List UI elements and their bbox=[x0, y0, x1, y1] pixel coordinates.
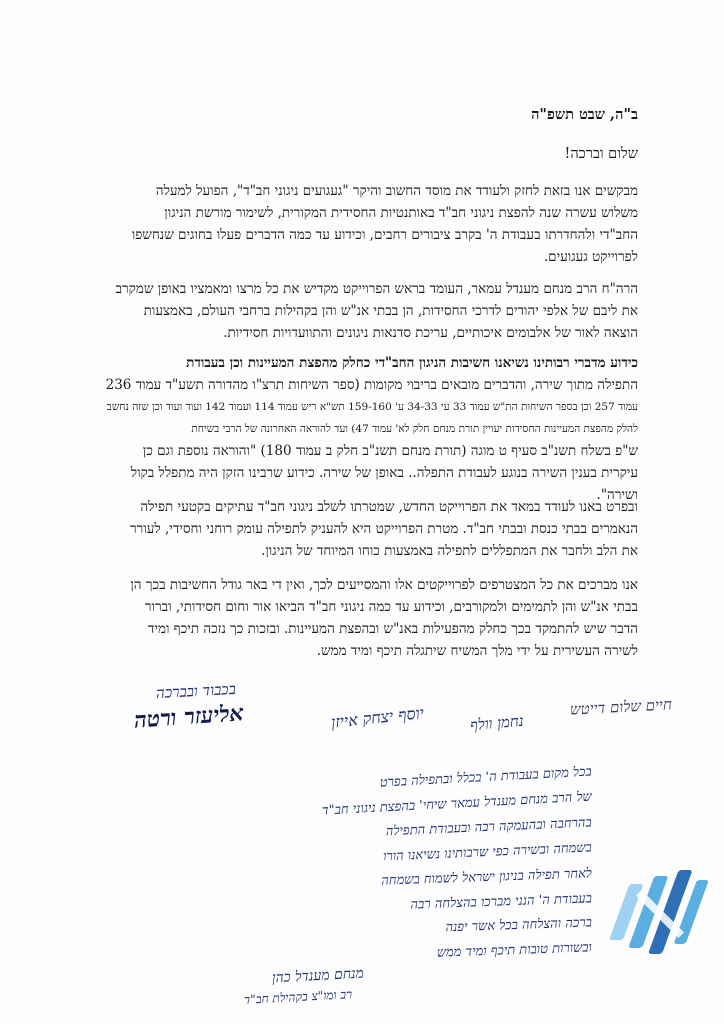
paragraph-line: התפילה מתוך שירה, והדברים מובאים בריבוי מקומות (ספר השיחות תרצ"ו מהדורה תשע"ד עמוד 236 bbox=[105, 377, 638, 393]
paragraph-intro bbox=[112, 180, 638, 268]
paragraph-line: מבקשים אנו בזאת לחזק ולעודד את מוסד החשוב והיקר "געגועים ניגוני חב"ד", הפועל למעלה bbox=[155, 183, 638, 199]
letter-greeting: שלום וברכה! bbox=[564, 146, 638, 162]
paragraph-line: את ליבם של אלפי יהודים לדרכי החסידות, הן בבתי אנ"ש והן בקהילות ברחבי העולם, באמצעות bbox=[143, 303, 638, 319]
paragraph-line: את הלב ולחבר את המתפללים לתפילה באמצעות כוחו המיוחד של הניגון. bbox=[261, 543, 638, 559]
signature-2: יוסף יצחק אייזן bbox=[330, 703, 425, 732]
paragraph-line: הנאמרים בבתי כנסת ובבתי חב"ד. מטרת הפרוייקט היא להעניק לתפילה עומק רוחני וחסידי, לעורר bbox=[130, 521, 638, 537]
handwritten-line: של הרב מנחם מענדל עמאר שיחי' בהפצת ניגוני חב"ד bbox=[321, 788, 593, 819]
paragraph-line: כידוע מדברי רבותינו נשיאנו חשיבות הניגון החב"די כחלק מהפצת המעיינות וכן בעבודת bbox=[186, 355, 638, 371]
letter-date-header: ב"ה, שבט תשפ"ה bbox=[531, 106, 638, 123]
handwritten-line: ברכה והצלחה בכל אשר יפנה bbox=[445, 915, 593, 936]
paragraph-project-head bbox=[112, 278, 638, 344]
signature-regards: בכבוד ובברכה bbox=[155, 679, 237, 703]
paragraph-line: עמוד 257 וכן בספר השיחות הת"ש עמוד 33 עי 34-33 ע' 159-160 תש"א ריש עמוד 114 ועמוד 142 ועוד ועוד וכן שזה נחשב bbox=[106, 401, 638, 413]
handwritten-line: ובשורות טובות תיכף ומיד ממש bbox=[436, 939, 593, 961]
paragraph-line: הדבר שיש להתמקד בכך כחלק מהפעילות באנ"ש ובהפצת המעיינות. ובזכות כך נזכה תיכף ומיד bbox=[147, 621, 638, 637]
handwritten-line: לאחר תפילה בניגון ישראל לשמוח בשמחה bbox=[381, 866, 593, 889]
note-signer: מנחם מענדל כהן bbox=[271, 965, 365, 987]
paragraph-line: ש"פ בשלח תשנ"ב סעיף ט מוגה (תורת מנחם תשנ"ב חלק ב עמוד 180) "והוראה נוספת וגם כן bbox=[142, 443, 638, 459]
handwritten-line: בשמחה ובשירה כפי שרבותינו נשיאנו הורו bbox=[382, 839, 593, 865]
gaaguim-logo-icon bbox=[612, 866, 708, 962]
paragraph-line: להלק מהפצת המעיינות החסידות יעויין תורת מנחם חלק לא' עמוד 47) ועד להוראה האחרונה של הרבי בשיחת bbox=[191, 423, 638, 435]
paragraph-line: בבתי אנ"ש והן לתמימים ולמקורבים, וכידוע עד כמה ניגוני חב"ד הביאו אור וחום חסידותי, וברור bbox=[144, 599, 638, 615]
paragraph-line: לשירה העשירית על ידי מלך המשיח שיתגלה תיכף ומיד ממש. bbox=[316, 643, 638, 659]
signature-3: נחמן וולף bbox=[469, 711, 525, 735]
signature-4: חיים שלום דייטש bbox=[569, 695, 673, 719]
handwritten-line: בעבודת ה' הנני מברכו בהצלחה רבה bbox=[410, 890, 593, 913]
paragraph-line: החב"די ולהחדרתו בעבודת ה' בקרב ציבורים רחבים, וכידוע עד כמה הדברים פעלו בחוגים שנחשפו bbox=[131, 227, 638, 243]
signature-1: אליעזר ורטה bbox=[133, 700, 245, 734]
paragraph-new-project bbox=[112, 496, 638, 562]
paragraph-blessing bbox=[112, 574, 638, 662]
paragraph-line: ובפרט באנו לעודד במאד את הפרוייקט החדש, שמטרתו לשלב ניגוני חב"ד עתיקים בקטעי תפילה bbox=[140, 499, 638, 515]
paragraph-line: עיקרית בענין השירה בנוגע לעבודת התפלה.. באופן של שירה. כידוע שרבינו הזקן היה מתפלל בקול bbox=[130, 465, 638, 481]
paragraph-line: משלוש עשרה שנה להפצת ניגוני חב"ד באותנטיות החסידית המקורית, לשימור מורשת הניגון bbox=[164, 205, 638, 221]
paragraph-sources bbox=[105, 352, 638, 506]
paragraph-line: הוצאה לאור של אלבומים איכותיים, עריכת סדנאות ניגונים והתוועדויות חסידיות. bbox=[223, 325, 638, 341]
handwritten-line: בהרחבה ובהעמקה רבה ובעבודת התפילה bbox=[385, 815, 593, 840]
paragraph-line: הרה"ח הרב מנחם מענדל עמאר, העומד בראש הפרוייקט מקדיש את כל מרצו ומאמציו באופן שמקרב bbox=[115, 281, 638, 297]
handwritten-note bbox=[152, 764, 593, 968]
handwritten-line: בכל מקום בעבודת ה' בכלל ובתפילה בפרט bbox=[379, 764, 593, 791]
paragraph-line: ושירה". bbox=[596, 487, 638, 503]
paragraph-line: לפרוייקט געגועים. bbox=[543, 249, 638, 265]
note-signer-title: רב ומו"צ בקהילת חב"ד bbox=[243, 987, 353, 1007]
paragraph-line: אנו מברכים את כל המצטרפים לפרוייקטים אלו והמסייעים לכך, ואין די באר גודל החשיבות בכך הן bbox=[130, 577, 638, 593]
